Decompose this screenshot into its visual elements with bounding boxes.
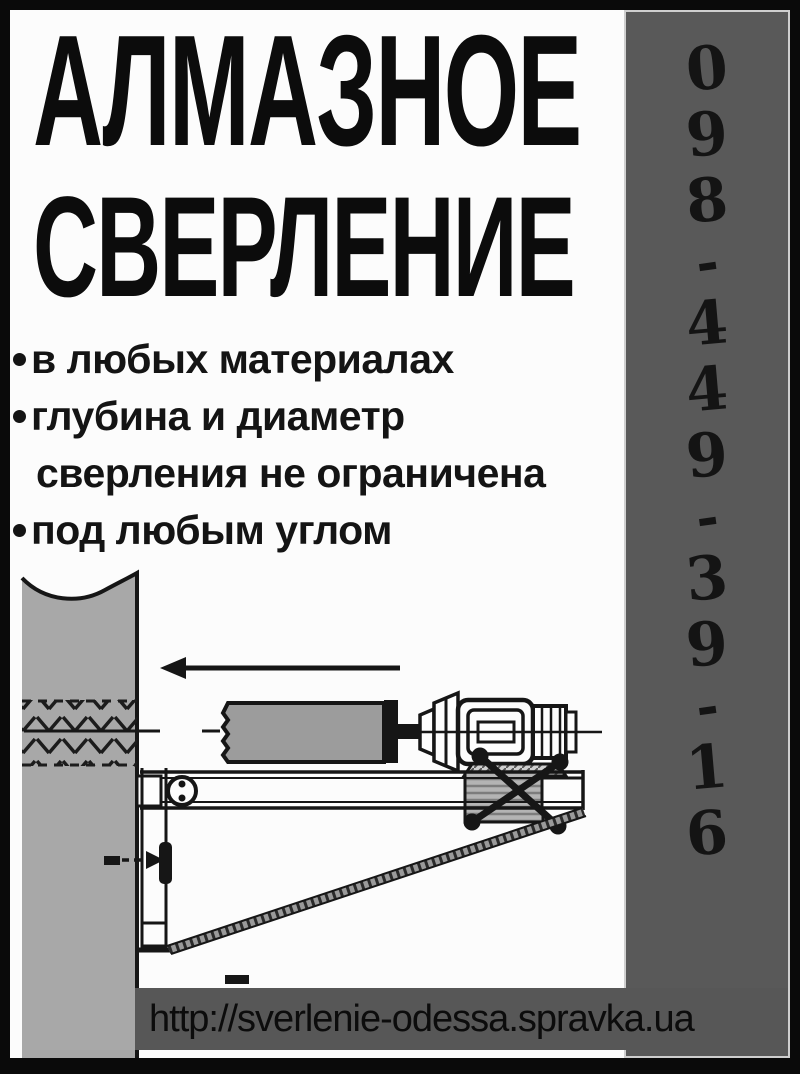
- phone-char: 9: [683, 98, 731, 172]
- core-drill-bit: [202, 700, 398, 763]
- feed-arrow: [160, 657, 400, 679]
- phone-char: -: [691, 483, 723, 551]
- phone-char: 0: [683, 32, 731, 106]
- phone-char: -: [691, 228, 723, 296]
- bottom-tick: [225, 975, 249, 984]
- phone-char: 8: [683, 164, 731, 238]
- phone-char: 3: [683, 542, 731, 616]
- phone-number-vertical: [626, 32, 788, 871]
- title-line-2: СВЕРЛЕНИЕ: [33, 168, 574, 327]
- wall: [22, 573, 160, 1058]
- list-item-text: сверления не ограничена: [36, 450, 546, 496]
- website-url: http://sverlenie-odessa.spravka.ua: [149, 997, 694, 1040]
- bullet-dot: [13, 353, 26, 366]
- list-item-text: в любых материалах: [31, 336, 454, 382]
- phone-char: 9: [683, 419, 731, 493]
- diagonal-brace: [167, 808, 586, 954]
- drill-motor: [390, 693, 602, 771]
- website-bar: [135, 988, 788, 1050]
- list-item: [10, 388, 610, 445]
- feature-list: [10, 331, 610, 559]
- phone-char: 9: [683, 608, 731, 682]
- list-item-text: глубина и диаметр: [31, 393, 405, 439]
- phone-char: -: [691, 672, 723, 740]
- list-item: [10, 502, 610, 559]
- phone-char: 6: [683, 797, 731, 871]
- wall-hatch-band: [22, 700, 137, 766]
- bullet-dot: [13, 410, 26, 423]
- drilling-rig-diagram: [10, 560, 625, 1058]
- title-line-1: АЛМАЗНОЕ: [33, 3, 581, 179]
- phone-char: 1: [683, 731, 731, 805]
- bullet-dot: [13, 524, 26, 537]
- list-item-text: под любым углом: [31, 507, 392, 553]
- phone-char: 4: [683, 353, 731, 427]
- phone-sidebar: [624, 10, 790, 1058]
- phone-char: 4: [683, 287, 731, 361]
- list-item-continuation: [10, 445, 610, 502]
- list-item: [10, 331, 610, 388]
